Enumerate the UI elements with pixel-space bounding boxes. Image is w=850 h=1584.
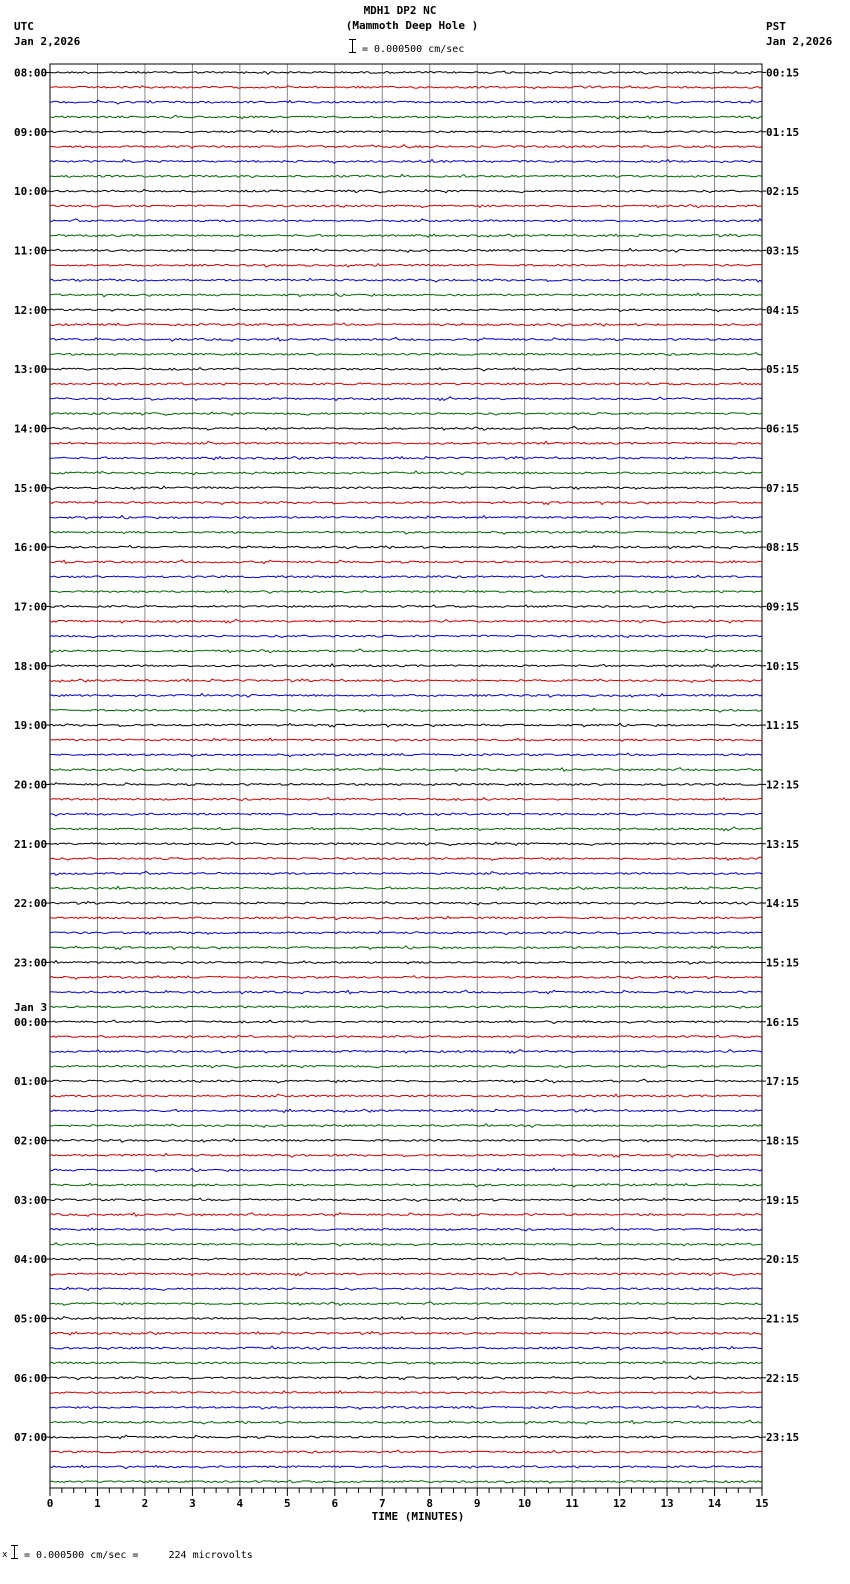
seismic-trace xyxy=(50,842,762,846)
seismic-trace xyxy=(50,1183,762,1187)
seismic-trace xyxy=(50,1035,762,1038)
seismic-trace xyxy=(50,635,762,638)
utc-hour-label: 08:00 xyxy=(14,66,48,80)
seismic-trace xyxy=(50,308,762,311)
seismic-trace xyxy=(50,1287,762,1290)
seismic-trace xyxy=(50,1139,762,1142)
pst-hour-label: 21:15 xyxy=(766,1312,800,1326)
pst-hour-label: 18:15 xyxy=(766,1134,800,1148)
pst-hour-label: 03:15 xyxy=(766,244,800,258)
scale-text-footer: = 0.000500 cm/sec = 224 microvolts xyxy=(24,1550,253,1561)
seismic-trace xyxy=(50,412,762,415)
seismic-trace xyxy=(50,397,762,401)
station-title: MDH1 DP2 NC xyxy=(363,4,437,17)
right-timezone: PST xyxy=(766,20,786,33)
x-axis-label: TIME (MINUTES) xyxy=(371,1510,465,1523)
seismic-trace xyxy=(50,1391,762,1394)
seismic-trace xyxy=(50,990,762,994)
seismic-trace xyxy=(50,264,762,268)
x-tick-label: 15 xyxy=(755,1497,769,1510)
seismic-trace xyxy=(50,857,762,860)
utc-hour-label: 22:00 xyxy=(14,897,48,911)
pst-hour-label: 09:15 xyxy=(766,600,800,614)
day-change-label: Jan 3 xyxy=(14,1000,48,1014)
x-tick-label: 9 xyxy=(473,1497,481,1510)
seismic-trace xyxy=(50,456,762,459)
utc-hour-label: 16:00 xyxy=(14,541,48,555)
pst-hour-label: 13:15 xyxy=(766,837,800,851)
seismic-trace xyxy=(50,516,762,520)
seismic-trace xyxy=(50,382,762,385)
seismic-trace xyxy=(50,1094,762,1097)
pst-hour-label: 17:15 xyxy=(766,1075,800,1089)
seismic-trace xyxy=(50,234,762,237)
utc-hour-label: 10:00 xyxy=(14,185,48,199)
left-date: Jan 2,2026 xyxy=(14,35,81,48)
utc-hour-label: 18:00 xyxy=(14,659,48,673)
seismic-trace xyxy=(50,293,762,297)
utc-hour-label: 19:00 xyxy=(14,719,48,733)
seismic-trace xyxy=(50,901,762,905)
seismic-trace xyxy=(50,1376,762,1380)
seismic-trace xyxy=(50,1050,762,1054)
x-tick-label: 5 xyxy=(284,1497,291,1510)
seismic-trace xyxy=(50,115,762,119)
utc-hour-label: 05:00 xyxy=(14,1312,48,1326)
seismic-trace xyxy=(50,248,762,252)
seismic-trace xyxy=(50,323,762,326)
seismic-trace xyxy=(50,531,762,534)
seismic-trace xyxy=(50,886,762,890)
pst-hour-label: 10:15 xyxy=(766,659,800,673)
utc-hour-label: 03:00 xyxy=(14,1193,48,1207)
seismic-trace xyxy=(50,1109,762,1113)
seismic-trace xyxy=(50,872,762,876)
seismic-trace xyxy=(50,1272,762,1276)
seismic-trace xyxy=(50,768,762,772)
seismic-trace xyxy=(50,471,762,475)
seismic-trace xyxy=(50,1168,762,1172)
seismic-trace xyxy=(50,649,762,653)
utc-hour-label: 23:00 xyxy=(14,956,48,970)
x-tick-label: 4 xyxy=(236,1497,244,1510)
seismic-trace xyxy=(50,71,762,74)
seismic-trace xyxy=(50,1213,762,1217)
pst-hour-label: 06:15 xyxy=(766,422,800,436)
x-tick-label: 10 xyxy=(518,1497,532,1510)
seismic-trace xyxy=(50,501,762,505)
utc-hour-label: 21:00 xyxy=(14,837,48,851)
footer-marker: x xyxy=(2,1550,8,1560)
scale-bar-footer xyxy=(14,1545,15,1559)
seismic-trace xyxy=(50,605,762,608)
seismic-trace xyxy=(50,545,762,549)
seismic-trace xyxy=(50,931,762,935)
pst-hour-label: 02:15 xyxy=(766,185,800,199)
pst-hour-label: 07:15 xyxy=(766,481,800,495)
x-tick-label: 11 xyxy=(565,1497,579,1510)
pst-hour-label: 08:15 xyxy=(766,541,800,555)
seismic-trace xyxy=(50,1450,762,1453)
station-location: (Mammoth Deep Hole ) xyxy=(345,19,479,32)
seismic-trace xyxy=(50,1435,762,1439)
pst-hour-label: 15:15 xyxy=(766,956,800,970)
seismic-trace xyxy=(50,976,762,980)
utc-hour-label: 14:00 xyxy=(14,422,48,436)
left-timezone: UTC xyxy=(14,20,34,33)
utc-hour-label: 09:00 xyxy=(14,125,48,139)
seismic-trace xyxy=(50,1317,762,1320)
x-tick-label: 13 xyxy=(660,1497,674,1510)
seismic-trace xyxy=(50,337,762,341)
seismic-trace xyxy=(50,1228,762,1231)
seismic-trace xyxy=(50,1065,762,1068)
pst-hour-label: 12:15 xyxy=(766,778,800,792)
seismic-trace xyxy=(50,441,762,444)
seismic-trace xyxy=(50,1258,762,1261)
x-tick-label: 6 xyxy=(331,1497,339,1510)
seismic-trace xyxy=(50,1243,762,1246)
seismic-trace xyxy=(50,560,762,564)
seismic-trace xyxy=(50,1480,762,1483)
right-date: Jan 2,2026 xyxy=(766,35,833,48)
seismic-trace xyxy=(50,946,762,950)
seismic-trace xyxy=(50,130,762,133)
seismic-trace xyxy=(50,679,762,683)
seismic-trace xyxy=(50,100,762,104)
x-tick-label: 12 xyxy=(612,1497,627,1510)
utc-hour-label: 17:00 xyxy=(14,600,48,614)
x-tick-label: 2 xyxy=(141,1497,149,1510)
utc-hour-label: 04:00 xyxy=(14,1253,48,1267)
seismic-trace xyxy=(50,753,762,757)
pst-hour-label: 05:15 xyxy=(766,363,800,377)
seismic-trace xyxy=(50,619,762,623)
pst-hour-label: 00:15 xyxy=(766,66,800,80)
seismic-trace xyxy=(50,708,762,712)
seismic-trace xyxy=(50,174,762,177)
seismic-trace xyxy=(50,219,762,222)
seismic-trace xyxy=(50,664,762,668)
seismic-trace xyxy=(50,278,762,282)
x-tick-label: 7 xyxy=(378,1497,386,1510)
pst-hour-label: 19:15 xyxy=(766,1193,800,1207)
x-tick-label: 14 xyxy=(707,1497,722,1510)
seismic-trace xyxy=(50,86,762,89)
seismic-trace xyxy=(50,1465,762,1468)
pst-hour-label: 20:15 xyxy=(766,1253,800,1267)
x-tick-label: 1 xyxy=(94,1497,101,1510)
seismic-trace xyxy=(50,1124,762,1128)
seismic-trace xyxy=(50,1153,762,1157)
seismic-trace xyxy=(50,916,762,919)
seismic-trace xyxy=(50,1406,762,1410)
seismic-trace xyxy=(50,486,762,490)
utc-hour-label: 06:00 xyxy=(14,1371,48,1385)
utc-hour-label: 02:00 xyxy=(14,1134,48,1148)
pst-hour-label: 16:15 xyxy=(766,1015,800,1029)
seismic-trace xyxy=(50,353,762,356)
seismic-trace xyxy=(50,1006,762,1009)
seismic-trace xyxy=(50,160,762,164)
utc-hour-label: 15:00 xyxy=(14,481,48,495)
pst-hour-label: 14:15 xyxy=(766,897,800,911)
seismic-trace xyxy=(50,1302,762,1306)
seismic-trace xyxy=(50,1198,762,1201)
seismic-trace xyxy=(50,1079,762,1083)
seismic-trace xyxy=(50,1346,762,1350)
utc-hour-label: 13:00 xyxy=(14,363,48,377)
pst-hour-label: 23:15 xyxy=(766,1431,800,1445)
pst-hour-label: 01:15 xyxy=(766,125,800,139)
seismic-trace xyxy=(50,1020,762,1024)
utc-hour-label: 11:00 xyxy=(14,244,48,258)
seismic-trace xyxy=(50,205,762,208)
seismic-trace xyxy=(50,368,762,371)
seismic-trace xyxy=(50,813,762,816)
pst-hour-label: 11:15 xyxy=(766,719,800,733)
seismic-trace xyxy=(50,590,762,593)
utc-hour-label: 20:00 xyxy=(14,778,48,792)
seismic-trace xyxy=(50,693,762,697)
scale-text-header: = 0.000500 cm/sec xyxy=(362,44,465,55)
utc-hour-label: 01:00 xyxy=(14,1075,48,1089)
pst-hour-label: 22:15 xyxy=(766,1371,800,1385)
seismic-trace xyxy=(50,723,762,727)
x-tick-label: 0 xyxy=(46,1497,54,1510)
seismic-trace xyxy=(50,783,762,786)
x-tick-label: 8 xyxy=(426,1497,434,1510)
seismic-trace xyxy=(50,1332,762,1336)
utc-hour-label: 00:00 xyxy=(14,1015,48,1029)
seismic-trace xyxy=(50,738,762,741)
seismic-trace xyxy=(50,427,762,431)
seismic-trace xyxy=(50,961,762,965)
pst-hour-label: 04:15 xyxy=(766,303,800,317)
seismic-trace xyxy=(50,575,762,578)
x-tick-label: 3 xyxy=(189,1497,196,1510)
seismic-trace xyxy=(50,145,762,149)
seismic-trace xyxy=(50,1361,762,1364)
seismic-trace xyxy=(50,827,762,831)
seismic-trace xyxy=(50,798,762,801)
seismic-trace xyxy=(50,190,762,193)
utc-hour-label: 12:00 xyxy=(14,303,48,317)
utc-hour-label: 07:00 xyxy=(14,1431,48,1445)
seismic-trace xyxy=(50,1420,762,1424)
